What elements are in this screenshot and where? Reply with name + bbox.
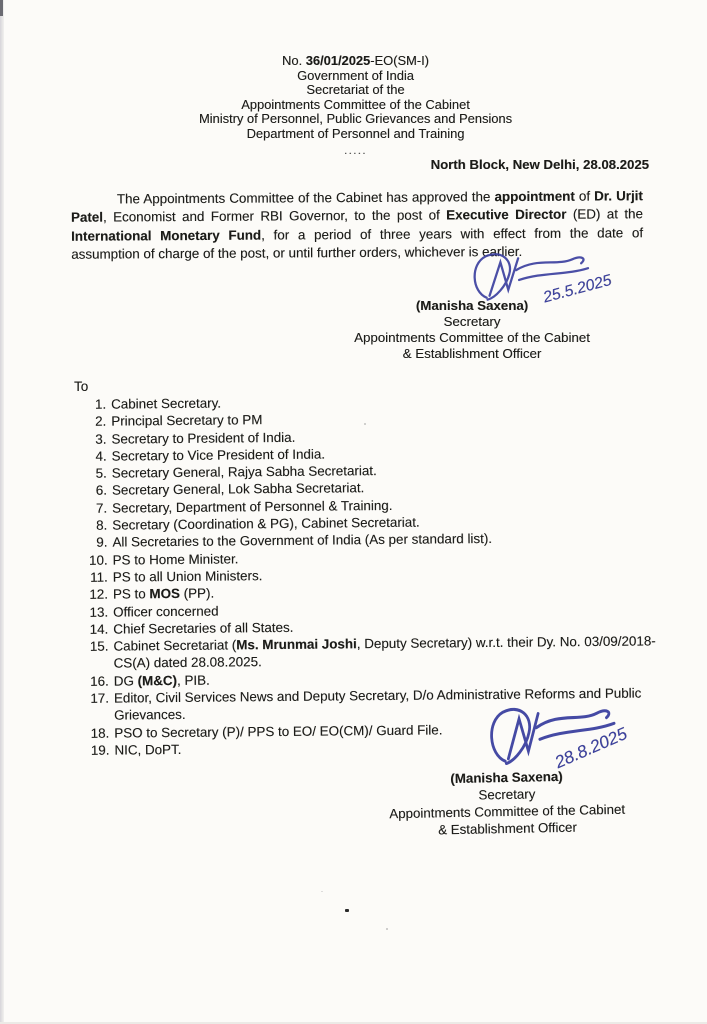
text-segment: Officer concerned: [113, 603, 219, 620]
item-number: 11.: [90, 569, 108, 585]
text-segment: , PIB.: [176, 672, 210, 688]
signatory-title: Secretary: [443, 313, 501, 329]
text-segment: Executive Director: [446, 207, 567, 223]
item-number: 6.: [95, 483, 107, 499]
scan-corner-mark: [0, 0, 3, 16]
item-number: 8.: [95, 517, 108, 533]
reference-number: [4, 54, 707, 69]
text-segment: Dr. Urjit Patel: [70, 188, 643, 226]
separator-dots: .....: [344, 144, 367, 157]
place-date-line: North Block, New Delhi, 28.08.2025: [430, 157, 649, 172]
text-segment: Principal Secretary to PM: [111, 412, 263, 429]
item-number: 17.: [90, 690, 109, 706]
handwritten-date-top: 25.5.2025: [541, 271, 614, 307]
text-segment: (PP).: [179, 585, 215, 602]
letterhead-line: Ministry of Personnel, Public Grievances and Pensions: [198, 111, 513, 127]
text-segment: of: [574, 188, 595, 204]
item-number: 3.: [95, 431, 107, 447]
signatory-name: (Manisha Saxena): [450, 768, 563, 787]
text-segment: , Deputy Secretary) w.r.t. their Dy. No. 03/09/2018-CS(A) dated 28.08.2025.: [113, 633, 656, 672]
text-segment: All Secretaries to the Government of India (As per standard list).: [112, 531, 493, 550]
text-segment: PS to all Union Ministers.: [112, 568, 263, 585]
letterhead-line: Government of India: [297, 67, 414, 83]
scan-speck: [321, 891, 323, 892]
text-segment: Secretary to President of India.: [111, 429, 296, 447]
letterhead-line: Appointments Committee of the Cabinet: [241, 96, 470, 112]
scan-speck: [345, 909, 349, 912]
ref-suffix: -EO(SM-I): [370, 53, 429, 68]
text-segment: Secretary to Vice President of India.: [111, 446, 326, 464]
salutation: To: [74, 379, 89, 394]
text-segment: Cabinet Secretariat (: [113, 637, 237, 654]
item-number: 7.: [95, 500, 108, 516]
text-segment: Secretary (Coordination & PG), Cabinet Secretariat.: [112, 514, 420, 533]
signatory-name: (Manisha Saxena): [415, 298, 529, 313]
item-number: 16.: [90, 673, 109, 689]
signatory-title: Appointments Committee of the Cabinet: [389, 801, 626, 822]
item-number: 13.: [89, 604, 109, 620]
item-number: 19.: [90, 742, 110, 758]
signatory-title: Appointments Committee of the Cabinet: [354, 329, 590, 345]
text-segment: NIC, DoPT.: [114, 741, 182, 758]
signatory-title: & Establishment Officer: [402, 345, 542, 361]
text-segment: , Economist and Former RBI Governor, to the post of: [102, 207, 447, 225]
text-segment: MOS: [149, 586, 180, 602]
item-number: 2.: [95, 413, 107, 430]
scan-speck: [386, 928, 388, 930]
scan-speck: [364, 423, 366, 425]
item-number: 10.: [88, 552, 108, 568]
text-segment: PS to: [112, 586, 150, 602]
text-segment: DG: [113, 673, 138, 689]
item-number: 14.: [89, 621, 109, 637]
text-segment: Chief Secretaries of all States.: [113, 619, 294, 637]
item-text: [113, 633, 656, 673]
text-segment: (ED) at the: [566, 206, 643, 223]
text-segment: (M&C): [137, 672, 178, 689]
letterhead-line: Secretariat of the: [306, 82, 405, 98]
text-segment: Secretary, Department of Personnel & Training.: [112, 497, 393, 516]
signatory-title: Secretary: [478, 786, 536, 803]
distribution-item: [72, 633, 656, 673]
item-number: 15.: [89, 638, 109, 654]
text-segment: Ms. Mrunmai Joshi: [236, 636, 357, 653]
ref-number: 36/01/2025: [305, 53, 371, 68]
item-number: 12.: [89, 586, 108, 603]
text-segment: International Monetary Fund: [71, 227, 262, 244]
item-number: 1.: [94, 396, 107, 412]
signatory-title: & Establishment Officer: [437, 819, 577, 838]
text-segment: Secretary General, Rajya Sabha Secretariat.: [111, 463, 377, 481]
text-segment: PSO to Secretary (P)/ PPS to EO/ EO(CM)/ Guard File.: [114, 722, 443, 741]
signatory-block-bottom: [349, 767, 664, 841]
text-segment: Cabinet Secretary.: [111, 395, 222, 412]
item-number: 9.: [96, 535, 108, 551]
text-segment: appointment: [494, 188, 575, 205]
text-segment: Secretary General, Lok Sabha Secretariat.: [111, 480, 365, 499]
signatory-block-top: [322, 298, 622, 362]
text-segment: The Appointments Committee of the Cabinet has approved the: [116, 189, 495, 207]
letterhead: [4, 54, 707, 158]
item-number: 4.: [95, 448, 107, 464]
ref-prefix: No.: [282, 53, 306, 68]
item-number: 5.: [95, 465, 107, 481]
item-number: 18.: [90, 725, 110, 741]
text-segment: , for a period of three years with effect from the date of assumption of charge of the post, or until further orders, whichever is earlier.: [71, 224, 644, 262]
text-segment: Editor, Civil Services News and Deputy Secretary, D/o Administrative Reforms and Public Grievances.: [113, 685, 642, 723]
handwritten-date-bottom: 28.8.2025: [551, 723, 630, 773]
letterhead-line: Department of Personnel and Training: [246, 125, 465, 141]
text-segment: PS to Home Minister.: [112, 551, 239, 568]
